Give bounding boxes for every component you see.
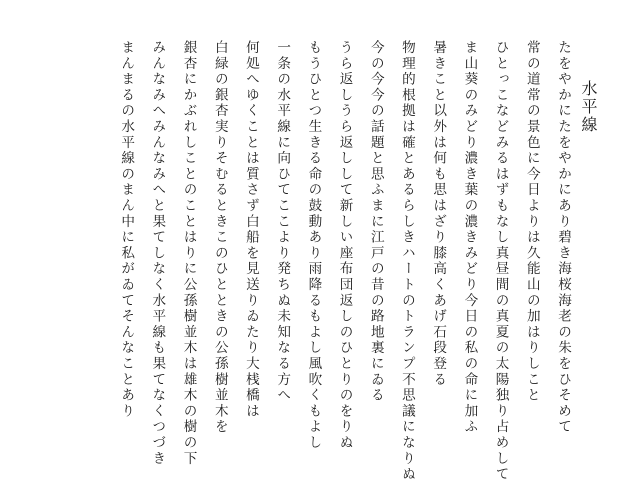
poem-line: 何処へゆくことは質さず白船を見送りゐたり大桟橋は [242,40,259,420]
poem-title: 水平線 [579,80,598,134]
poem-line: 物理的根拠は確とあるらしきハートのトランプ不思議になりぬ [398,40,415,482]
poem-line: まんまるの水平線のまん中に私がゐてそんなことあり [118,40,135,420]
poem-line: もうひとつ生きる命の鼓動あり雨降るもよし風吹くもよし [305,40,322,451]
poem-line: 銀杏にかぶれしことのことはりに公孫樹並木は雄木の樹の下 [180,40,197,467]
poem-line: たをやかにたをやかにあり碧き海桜海老の朱をひそめて [555,40,571,435]
poem-line: 常の道常の景色に今日よりは久能山の加はりしこと [523,40,540,404]
poem-line: うら返しうら返しして新しい座布団返しのひとりのをりぬ [336,40,353,451]
poem-line: ま山葵のみどり濃き葉の濃きみどり今日の私の命に加ふ [461,40,478,435]
poem-line: 暑きこと以外は何も思はざり膝高くあげ石段登る [430,40,447,388]
poem-line: みんなみへみんなみへと果てしなく水平線も果てなくつづき [149,40,166,467]
poem-body [110,40,578,482]
poem-line: 今の今今の話題と思ふまに江戸の昔の路地裏にゐる [367,40,384,404]
poem-line: ひとっこなどみるはずもなし真昼間の真夏の太陽独り占めして [492,40,509,482]
poem-line: 白緑の銀杏実りそむるときこのひとときの公孫樹並木を [211,40,228,435]
poem-line: 一条の水平線に向ひてここより発ちぬ未知なる方へ [274,40,291,404]
